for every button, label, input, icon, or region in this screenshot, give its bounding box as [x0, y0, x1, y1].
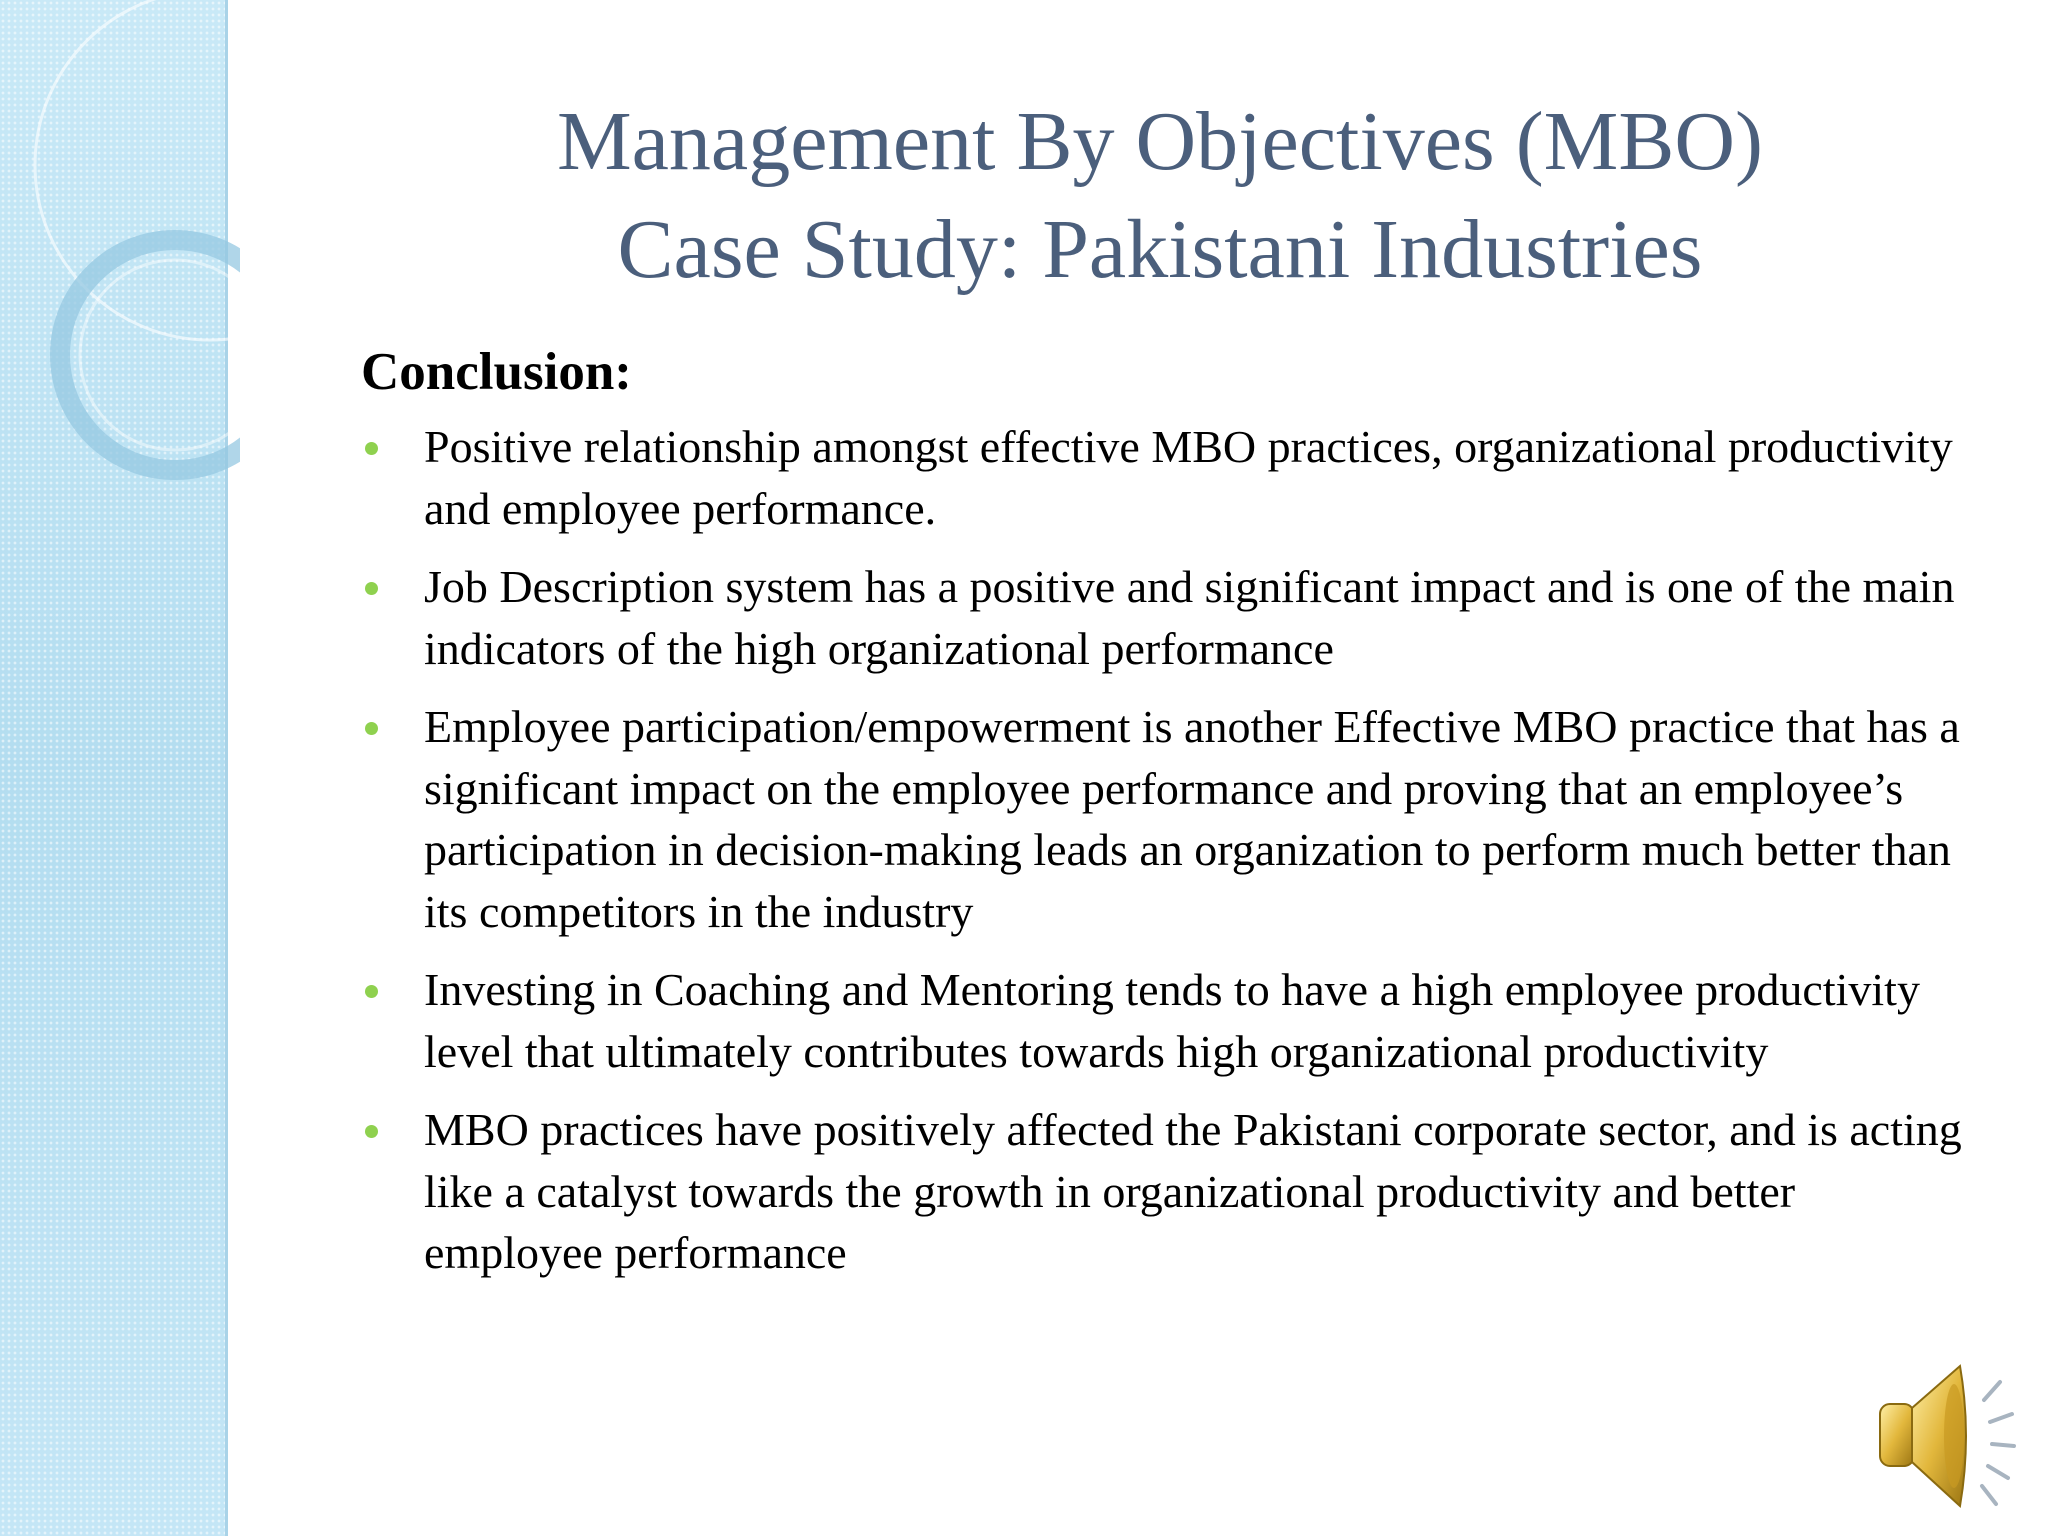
- bullet-text: Positive relationship amongst effective MBO practices, organizational productivity and employee performance.: [424, 421, 1953, 534]
- bullet-dot-icon: [365, 722, 378, 735]
- list-item: [361, 959, 1981, 1082]
- bullet-text: Investing in Coaching and Mentoring tends to have a high employee productivity level that ultimately contributes towards high organizational productivity: [424, 964, 1920, 1077]
- decorative-rings: [0, 0, 240, 520]
- bullet-text: MBO practices have positively affected the Pakistani corporate sector, and is acting like a catalyst towards the growth in organizational productivity and better employee performance: [424, 1104, 1962, 1278]
- bullet-text: Employee participation/empowerment is another Effective MBO practice that has a significant impact on the employee performance and proving that an employee’s participation in decision-making leads an organization to perform much better than its competitors in the industry: [424, 701, 1960, 937]
- slide-body: [361, 338, 1981, 1301]
- bullet-dot-icon: [365, 582, 378, 595]
- list-item: [361, 1099, 1981, 1284]
- title-line-1: Management By Objectives (MBO): [556, 95, 1764, 188]
- speaker-icon[interactable]: [1868, 1352, 2018, 1522]
- list-item: [361, 416, 1981, 539]
- bullet-text: Job Description system has a positive and significant impact and is one of the main indicators of the high organizational performance: [424, 561, 1955, 674]
- list-item: [361, 556, 1981, 679]
- conclusion-list: [361, 416, 1981, 1284]
- bullet-dot-icon: [365, 1125, 378, 1138]
- slide-title: [330, 88, 1990, 304]
- title-line-2: Case Study: Pakistani Industries: [617, 203, 1703, 296]
- bullet-dot-icon: [365, 442, 378, 455]
- list-item: [361, 696, 1981, 942]
- conclusion-heading: Conclusion:: [361, 343, 632, 401]
- bullet-dot-icon: [365, 985, 378, 998]
